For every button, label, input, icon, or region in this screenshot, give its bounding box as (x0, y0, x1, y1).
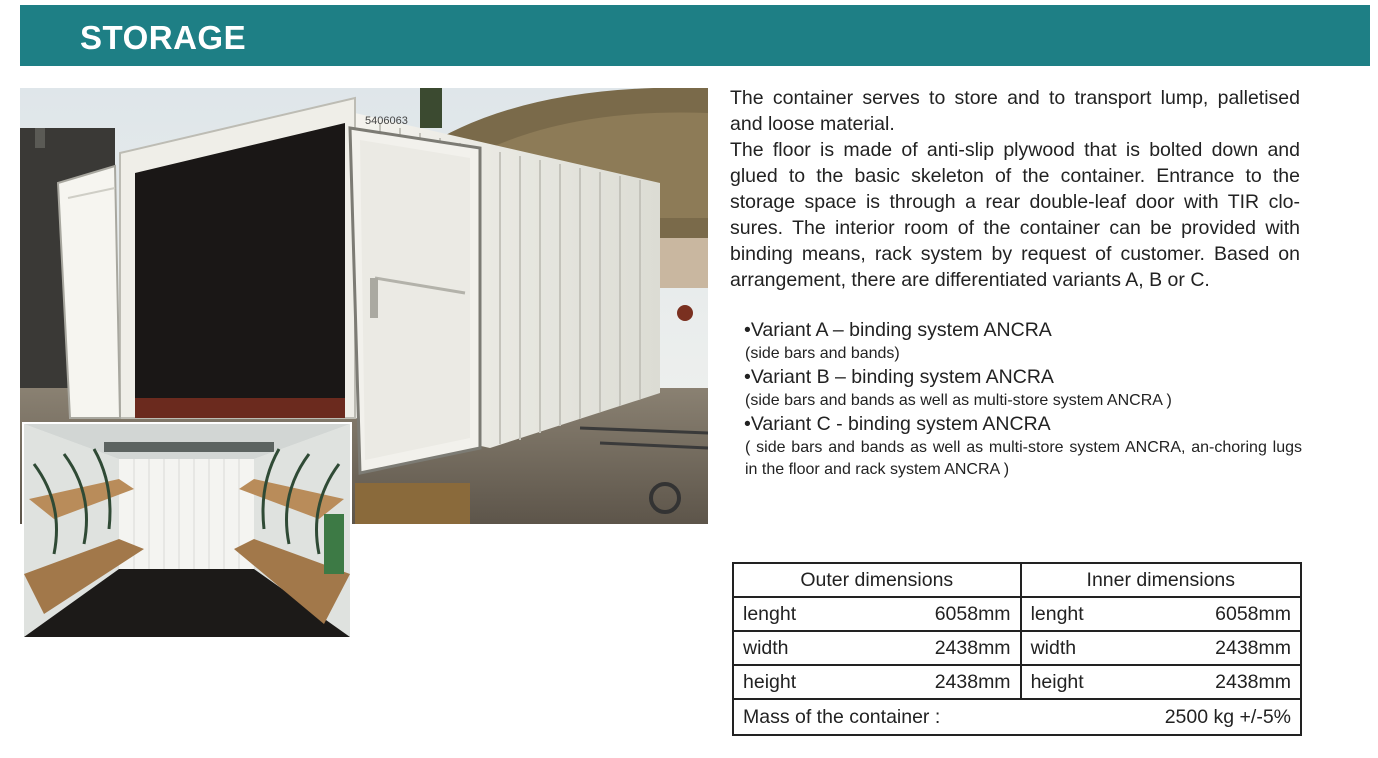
variant-note: (side bars and bands as well as multi-store system ANCRA ) (745, 392, 1172, 409)
table-row (733, 631, 1301, 665)
variant-note: ( side bars and bands as well as multi-store system ANCRA, an-choring lugs in the floor and rack system ANCRA ) (745, 439, 1302, 478)
variant-title: •Variant C - binding system ANCRA (744, 413, 1051, 435)
description-paragraph-1: The container serves to store and to transport lump, palletised and loose material. (730, 87, 1300, 135)
description (730, 85, 1300, 293)
container-interior-photo (22, 422, 352, 639)
mass-label: Mass of the container : (743, 705, 941, 728)
table-row (733, 665, 1301, 699)
inner-length-value: 6058mm (1142, 597, 1301, 631)
inner-height-label: height (1021, 665, 1142, 699)
outer-length-value: 6058mm (857, 597, 1020, 631)
inner-length-label: lenght (1021, 597, 1142, 631)
outer-width-value: 2438mm (857, 631, 1020, 665)
outer-height-value: 2438mm (857, 665, 1020, 699)
outer-width-label: width (733, 631, 857, 665)
section-header (20, 5, 1370, 66)
variant-a (744, 318, 1302, 365)
description-paragraph-2: The floor is made of anti-slip plywood that is bolted down and glued to the basic skeleton of the container. Entrance to the storage space is through a rear double-leaf door with TIR clo-sures. The interior room of the container can be provided with binding means, rack system by request of customer. Based on arrangement, there are differentiated variants A, B or C. (730, 139, 1300, 291)
inner-height-value: 2438mm (1142, 665, 1301, 699)
inner-width-label: width (1021, 631, 1142, 665)
dimensions-header-row (733, 563, 1301, 597)
outer-length-label: lenght (733, 597, 857, 631)
dimensions-table (732, 562, 1302, 736)
variant-title: •Variant B – binding system ANCRA (744, 366, 1054, 388)
section-title: STORAGE (80, 19, 247, 56)
mass-row (733, 699, 1301, 735)
inner-dimensions-header: Inner dimensions (1021, 563, 1301, 597)
table-row (733, 597, 1301, 631)
inner-width-value: 2438mm (1142, 631, 1301, 665)
mass-cell (733, 699, 1301, 735)
variant-b (744, 365, 1302, 412)
variant-note: (side bars and bands) (745, 345, 900, 362)
variant-title: •Variant A – binding system ANCRA (744, 319, 1052, 341)
mass-value: 2500 kg +/-5% (1164, 705, 1291, 728)
variants-list (744, 318, 1302, 481)
outer-dimensions-header: Outer dimensions (733, 563, 1021, 597)
container-code: 5406063 (365, 115, 408, 127)
variant-c (744, 412, 1302, 481)
outer-height-label: height (733, 665, 857, 699)
